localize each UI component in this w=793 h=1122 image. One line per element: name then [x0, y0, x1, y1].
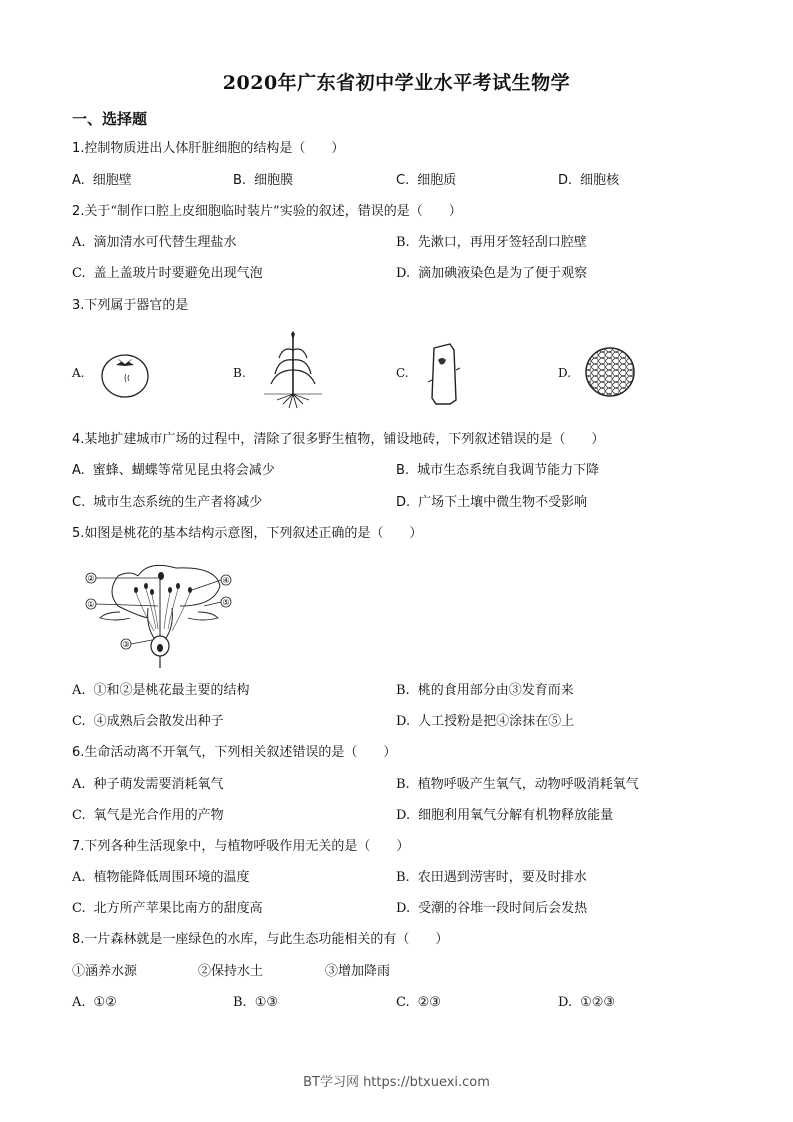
q6-option-c[interactable]: C. 氧气是光合作用的产物	[72, 808, 224, 823]
q4-option-d[interactable]: D. 广场下土壤中微生物不受影响	[396, 495, 588, 510]
svg-text:③: ③	[122, 640, 130, 649]
q2-option-d[interactable]: D. 滴加碘液染色是为了便于观察	[396, 266, 588, 281]
question-6-stem: 6.生命活动离不开氧气，下列相关叙述错误的是（ ）	[72, 745, 397, 760]
q7-option-c[interactable]: C. 北方所产苹果比南方的甜度高	[72, 901, 263, 916]
cell-tissue-drawing	[584, 346, 636, 398]
q5-option-a[interactable]: A. ①和②是桃花最主要的结构	[72, 683, 250, 698]
q8-item-3: ③增加降雨	[325, 964, 391, 979]
q4-option-a[interactable]: A. 蜜蜂、蝴蝶等常见昆虫将会减少	[72, 463, 275, 478]
q5-option-c[interactable]: C. ④成熟后会散发出种子	[72, 714, 224, 729]
q6-option-a[interactable]: A. 种子萌发需要消耗氧气	[72, 777, 224, 792]
q8-option-a[interactable]: A. ①②	[72, 995, 117, 1010]
q1-option-b[interactable]: B. 细胞膜	[233, 173, 294, 188]
stem-segment-drawing	[428, 340, 462, 410]
peach-flower-diagram	[80, 556, 240, 668]
q3-option-d-label[interactable]: D.	[558, 366, 572, 380]
q8-option-c[interactable]: C. ②③	[396, 995, 441, 1010]
svg-text:②: ②	[87, 574, 95, 583]
question-7-stem: 7.下列各种生活现象中，与植物呼吸作用无关的是（ ）	[72, 839, 410, 854]
q4-option-b[interactable]: B. 城市生态系统自我调节能力下降	[396, 463, 600, 478]
q3-option-a-label[interactable]: A.	[72, 366, 85, 380]
question-4-stem: 4.某地扩建城市广场的过程中，清除了很多野生植物，铺设地砖，下列叙述错误的是（ ）	[72, 432, 605, 447]
q8-option-b[interactable]: B. ①③	[233, 995, 278, 1010]
q6-option-d[interactable]: D. 细胞利用氧气分解有机物释放能量	[396, 808, 614, 823]
question-8-stem: 8.一片森林就是一座绿色的水库，与此生态功能相关的有（ ）	[72, 932, 449, 947]
question-2-stem: 2.关于“制作口腔上皮细胞临时装片”实验的叙述，错误的是（ ）	[72, 204, 462, 219]
q3-option-c-label[interactable]: C.	[396, 366, 409, 380]
q5-option-b[interactable]: B. 桃的食用部分由③发育而来	[396, 683, 574, 698]
q7-option-a[interactable]: A. 植物能降低周围环境的温度	[72, 870, 250, 885]
page-title: 2020年广东省初中学业水平考试生物学	[222, 72, 571, 94]
svg-text:④: ④	[222, 576, 230, 585]
tomato-drawing	[100, 348, 150, 400]
q1-option-d[interactable]: D. 细胞核	[558, 173, 620, 188]
q8-option-d[interactable]: D. ①②③	[558, 995, 616, 1010]
question-text: 控制物质进出人体肝脏细胞的结构是（ ）	[84, 141, 345, 156]
q2-option-c[interactable]: C. 盖上盖玻片时要避免出现气泡	[72, 266, 263, 281]
svg-text:①: ①	[87, 600, 95, 609]
q3-option-b-label[interactable]: B.	[233, 366, 246, 380]
q8-item-2: ②保持水土	[198, 964, 264, 979]
question-1-stem	[72, 140, 344, 158]
question-number: 1.	[72, 141, 85, 156]
q6-option-b[interactable]: B. 植物呼吸产生氧气，动物呼吸消耗氧气	[396, 777, 639, 792]
q1-option-a[interactable]: A. 细胞壁	[72, 173, 132, 188]
q7-option-d[interactable]: D. 受潮的谷堆一段时间后会发热	[396, 901, 588, 916]
q7-option-b[interactable]: B. 农田遇到涝害时，要及时排水	[396, 870, 587, 885]
q2-option-a[interactable]: A. 滴加清水可代替生理盐水	[72, 235, 237, 250]
section-title: 一、选择题	[72, 110, 148, 128]
question-3-stem: 3.下列属于器官的是	[72, 298, 189, 313]
q8-item-1: ①涵养水源	[72, 964, 138, 979]
q2-option-b[interactable]: B. 先漱口，再用牙签轻刮口腔壁	[396, 235, 587, 250]
svg-text:⑤: ⑤	[222, 598, 230, 607]
corn-plant-drawing	[262, 330, 324, 412]
q1-option-c[interactable]: C. 细胞质	[396, 173, 457, 188]
footer-watermark: BT学习网 https://btxuexi.com	[303, 1075, 490, 1090]
q5-option-d[interactable]: D. 人工授粉是把④涂抹在⑤上	[396, 714, 575, 729]
q4-option-c[interactable]: C. 城市生态系统的生产者将减少	[72, 495, 263, 510]
question-5-stem: 5.如图是桃花的基本结构示意图，下列叙述正确的是（ ）	[72, 526, 423, 541]
